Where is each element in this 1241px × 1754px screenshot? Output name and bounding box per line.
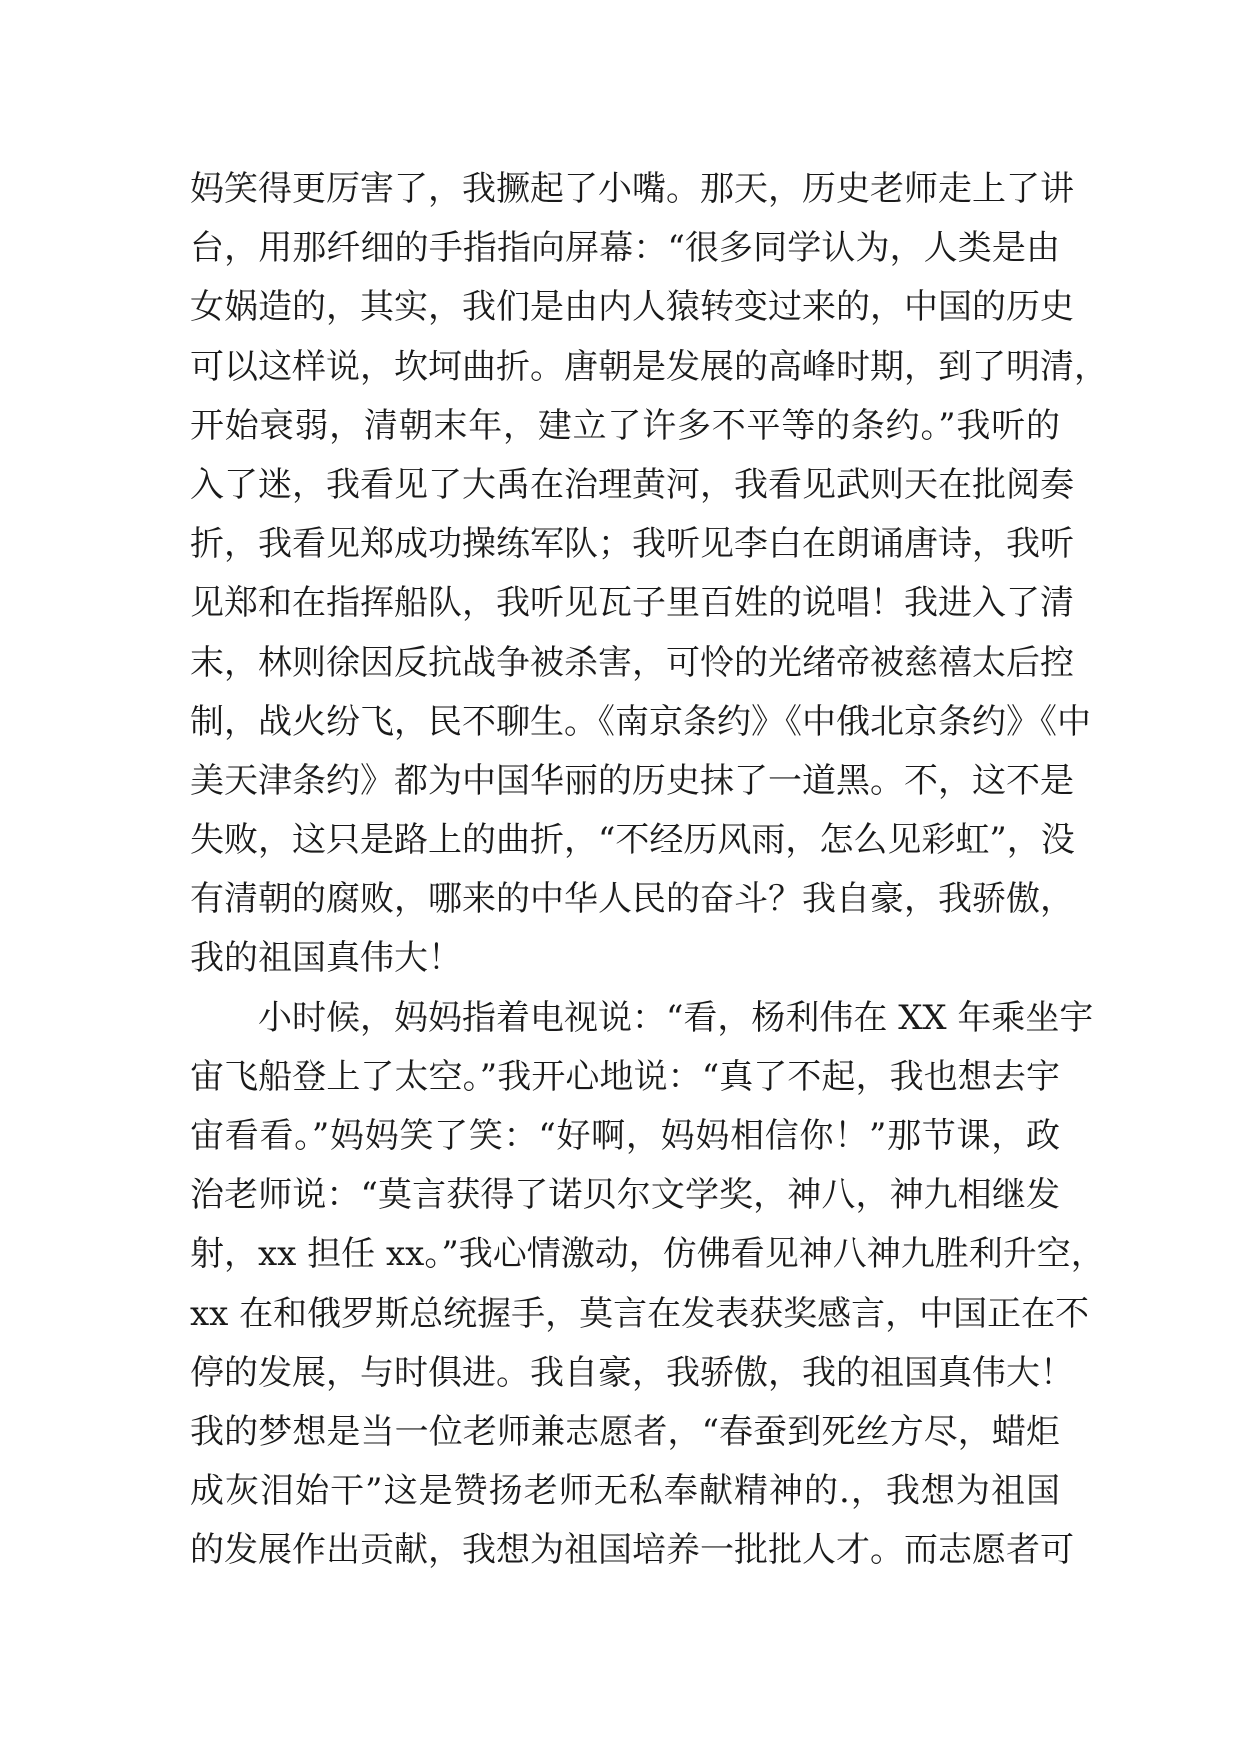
text-line: 有清朝的腐败，哪来的中华人民的奋斗？我自豪，我骄傲，	[190, 879, 1074, 920]
text-line: 射，xx 担任 xx。”我心情激动，仿佛看见神八神九胜利升空，	[190, 1234, 1105, 1275]
text-line: 女娲造的，其实，我们是由内人猿转变过来的，中国的历史	[190, 287, 1074, 328]
text-line: 制，战火纷飞，民不聊生。《南京条约》《中俄北京条约》《中	[190, 701, 1091, 742]
text-line: 的发展作出贡献，我想为祖国培养一批批人才。而志愿者可	[190, 1530, 1074, 1571]
text-line: 失败，这只是路上的曲折，“不经历风雨，怎么见彩虹”，没	[190, 820, 1075, 861]
text-line: 成灰泪始干”这是赞扬老师无私奉献精神的.，我想为祖国	[190, 1471, 1060, 1512]
text-line: xx 在和俄罗斯总统握手，莫言在发表获奖感言，中国正在不	[190, 1293, 1090, 1334]
text-line: 入了迷，我看见了大禹在治理黄河，我看见武则天在批阅奏	[190, 464, 1074, 505]
text-line: 台，用那纤细的手指指向屏幕：“很多同学认为，人类是由	[190, 228, 1060, 269]
text-line: 我的梦想是当一位老师兼志愿者，“春蚕到死丝方尽，蜡炬	[190, 1411, 1060, 1452]
text-line: 治老师说：“莫言获得了诺贝尔文学奖，神八，神九相继发	[190, 1175, 1060, 1216]
text-line: 我的祖国真伟大！	[190, 938, 462, 979]
text-line: 末，林则徐因反抗战争被杀害，可怜的光绪帝被慈禧太后控	[190, 642, 1074, 683]
text-line: 宙飞船登上了太空。”我开心地说：“真了不起，我也想去宇	[190, 1056, 1060, 1097]
text-line: 见郑和在指挥船队，我听见瓦子里百姓的说唱！我进入了清	[190, 583, 1074, 624]
text-line: 可以这样说，坎坷曲折。唐朝是发展的高峰时期，到了明清，	[190, 346, 1108, 387]
body-text	[190, 160, 1108, 1581]
text-line: 小时候，妈妈指着电视说：“看，杨利伟在 XX 年乘坐宇	[258, 997, 1094, 1038]
text-line: 开始衰弱，清朝末年，建立了许多不平等的条约。”我听的	[190, 405, 1060, 446]
text-line: 停的发展，与时俱进。我自豪，我骄傲，我的祖国真伟大！	[190, 1352, 1074, 1393]
text-line: 美天津条约》都为中国华丽的历史抹了一道黑。不，这不是	[190, 760, 1074, 801]
text-line: 宙看看。”妈妈笑了笑：“好啊，妈妈相信你！”那节课，政	[190, 1116, 1060, 1156]
text-line: 妈笑得更厉害了，我撅起了小嘴。那天，历史老师走上了讲	[190, 169, 1074, 209]
text-line: 折，我看见郑成功操练军队；我听见李白在朗诵唐诗，我听	[190, 524, 1074, 565]
